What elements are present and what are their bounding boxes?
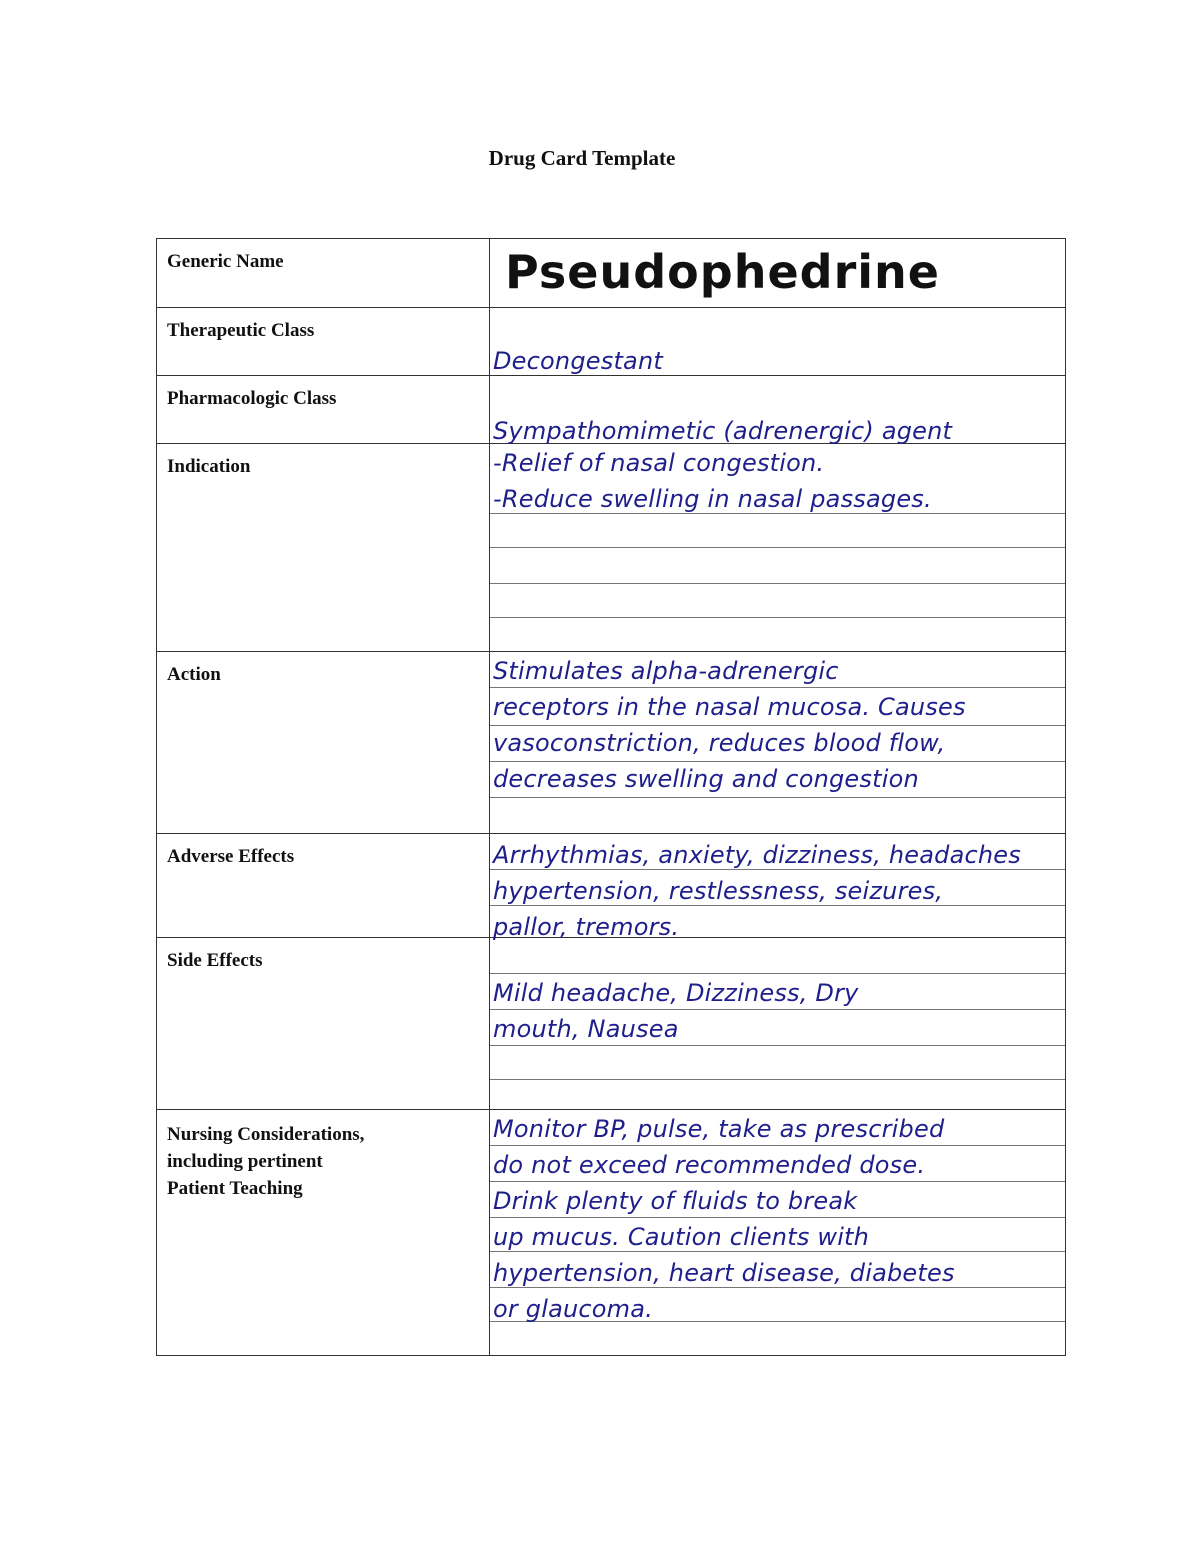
pharmacologic-class-label: Pharmacologic Class: [167, 388, 337, 409]
indication-line: -Relief of nasal congestion.: [493, 449, 825, 477]
pharmacologic-class-value: Sympathomimetic (adrenergic) agent: [493, 417, 953, 445]
generic-name-label: Generic Name: [167, 251, 284, 272]
nursing-considerations-value: [493, 1111, 1093, 1327]
indication-value: [493, 445, 1093, 517]
nursing-line: Monitor BP, pulse, take as prescribed: [493, 1115, 945, 1143]
side-effects-value: [493, 975, 1093, 1047]
side-effects-line: Mild headache, Dizziness, Dry: [493, 979, 859, 1007]
nursing-considerations-label: [167, 1121, 477, 1202]
drug-card-table: [156, 238, 1066, 1356]
writing-rule: [490, 547, 1065, 548]
action-label: Action: [167, 664, 221, 685]
row-divider: [157, 651, 1065, 652]
action-line: receptors in the nasal mucosa. Causes: [493, 693, 966, 721]
nursing-label-line: including pertinent: [167, 1151, 323, 1172]
indication-label: Indication: [167, 456, 251, 477]
row-divider: [157, 1109, 1065, 1110]
action-line: Stimulates alpha-adrenergic: [493, 657, 839, 685]
writing-rule: [490, 617, 1065, 618]
writing-rule: [490, 973, 1065, 974]
writing-rule: [490, 797, 1065, 798]
therapeutic-class-value: Decongestant: [493, 347, 663, 375]
action-line: decreases swelling and congestion: [493, 765, 919, 793]
adverse-effects-line: hypertension, restlessness, seizures,: [493, 877, 944, 905]
adverse-effects-label: Adverse Effects: [167, 846, 295, 867]
action-value: [493, 653, 1093, 797]
adverse-effects-value: [493, 837, 1093, 945]
nursing-line: or glaucoma.: [493, 1295, 653, 1323]
side-effects-line: mouth, Nausea: [493, 1015, 679, 1043]
nursing-label-line: Nursing Considerations,: [167, 1124, 365, 1145]
action-line: vasoconstriction, reduces blood flow,: [493, 729, 946, 757]
row-divider: [157, 833, 1065, 834]
page-title: Drug Card Template: [488, 146, 676, 170]
side-effects-label: Side Effects: [167, 950, 263, 971]
indication-line: -Reduce swelling in nasal passages.: [493, 485, 932, 513]
nursing-line: do not exceed recommended dose.: [493, 1151, 926, 1179]
nursing-line: Drink plenty of fluids to break: [493, 1187, 858, 1215]
therapeutic-class-label: Therapeutic Class: [167, 320, 315, 341]
generic-name-value: Pseudophedrine: [505, 245, 940, 299]
nursing-line: hypertension, heart disease, diabetes: [493, 1259, 955, 1287]
adverse-effects-line: pallor, tremors.: [493, 913, 680, 941]
adverse-effects-line: Arrhythmias, anxiety, dizziness, headaches: [493, 841, 1021, 869]
nursing-line: up mucus. Caution clients with: [493, 1223, 870, 1251]
writing-rule: [490, 583, 1065, 584]
row-divider: [157, 307, 1065, 308]
nursing-label-line: Patient Teaching: [167, 1178, 303, 1199]
writing-rule: [490, 1079, 1065, 1080]
